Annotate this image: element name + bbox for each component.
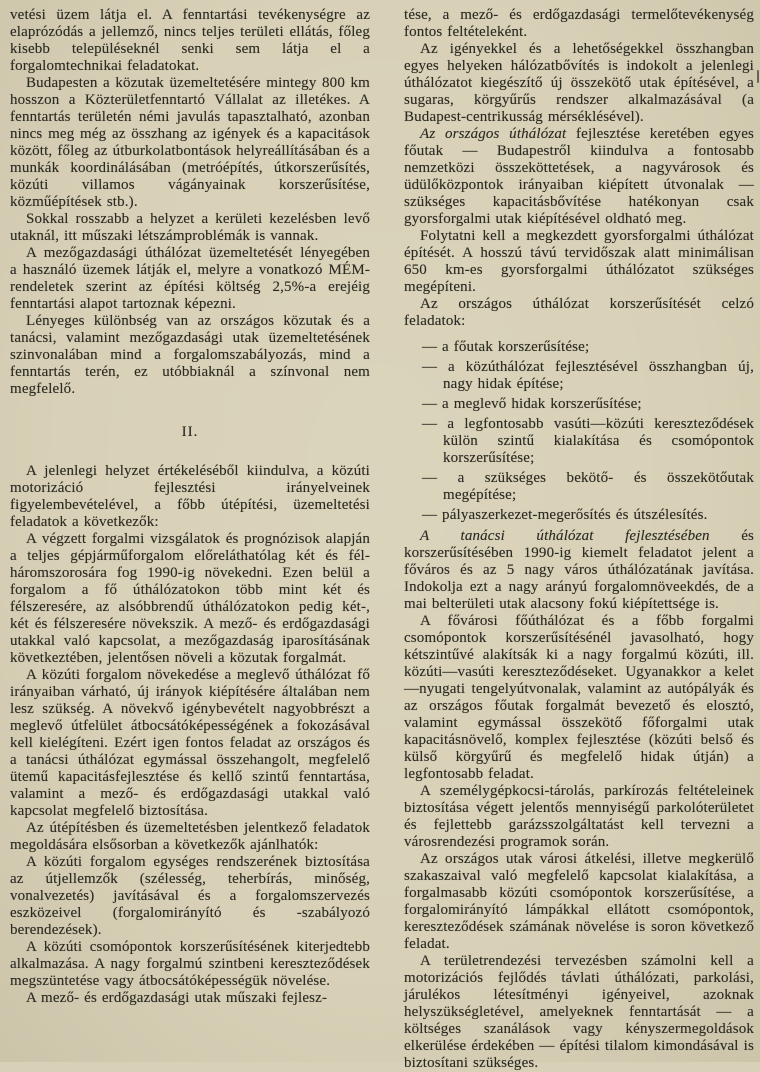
dash-bullet-list — [404, 339, 754, 524]
paragraph-text: fejlesztése keretében egyes főutak — Budapestről kiindulva a fontosabb nemzetközi összeköttetések, a nagyvárosok és üdülőközpontok irányaiban kiépített útvonalak — szükséges kapacitásbővítése hatékonyan csak gyorsforgalmi utak kiépítésével oldható meg. — [404, 126, 754, 227]
list-item: — a meglevő hidak korszerűsítése; — [422, 396, 642, 412]
section-heading: II. — [181, 424, 199, 440]
left-text-column — [10, 7, 370, 1062]
paragraph-text: és korszerűsítésében 1990-ig kiemelt feladatot jelent a főváros és az 5 nagy város úthálózatának javítása. Indokolja ezt a nagy arányú forgalomnöveekdés, de a mai belterületi utak alacsony fokú kiépítettsége is. — [404, 528, 754, 612]
paragraph: A közúti forgalom növekedése a meglevő úthálózat fő irányaiban várható, új irányok kiépítésére általában nem lesz szükség. A növekvő igénybevételt nagyobbrészt a meglevő útfelület átbocsátóképességének a fokozásával kell kielégíteni. Ezért igen fontos feladat az országos és a tanácsi úthálózat egymással összehangolt, megfelelő ütemű kapacitásfejlesztése és kellő szintű fenntartása, valamint a mező- és erdőgazdasági utakkal való kapcsolat megfelelő biztosítása. — [10, 667, 370, 819]
paragraph: A személygépkocsi-tárolás, parkírozás feltételeinek biztosítása végett jelentős mennyiségű parkolóterületet és fejlettebb garázsszolgáltatást kell tervezni a városrendezési programok során. — [404, 783, 754, 850]
list-item: — a legfontosabb vasúti—közúti kereszteződések külön szintű kialakítása és csomópontok korszerűsítése; — [422, 416, 754, 466]
scan-artifact-tick — [757, 70, 759, 83]
paragraph: A mező- és erdőgazdasági utak műszaki fejlesz- — [26, 990, 328, 1006]
list-item: — a főutak korszerűsítése; — [422, 339, 590, 355]
paragraph: Folytatni kell a megkezdett gyorsforgalmi úthálózat építését. A hosszú távú tervidőszak alatt minimálisan 650 km-es gyorsforgalmi úthálózatot szükséges megépíteni. — [404, 228, 754, 295]
paragraph: tése, a mező- és erdőgazdasági termelőtevékenység fontos feltételeként. — [404, 7, 754, 40]
paragraph: vetési üzem látja el. A fenntartási tevékenységre az elaprózódás a jellemző, nincs teljes területi ellátás, főleg kisebb településeknél senki sem látja el a forgalomtechnikai feladatokat. — [10, 7, 370, 74]
paragraph — [404, 528, 754, 613]
paragraph: Budapesten a közutak üzemeltetésére mintegy 800 km hosszon a Közterületfenntartó Vállalat az illetékes. A fenntartás területén némi javulás tapasztalható, azonban nincs meg még az összhang az igények és a kapacitások között, főleg az útburkolatbontások helyreállításában és a munkák koordinálásában (metróépítés, útkorszerűsítés, közúti villamos vágányainak korszerűsítése, közműépítések stb.). — [10, 75, 370, 210]
list-item: — a szükséges bekötő- és összekötőutak megépítése; — [422, 470, 754, 503]
paragraph: A jelenlegi helyzet értékeléséből kiindulva, a közúti motorizáció fejlesztési irányelveinek figyelembevételével, a főbb útépítési, üzemeltetési feladatok a következők: — [10, 463, 370, 530]
italic-lead: A tanácsi úthálózat fejlesztésében — [420, 528, 710, 544]
paragraph: A közúti csomópontok korszerűsítésének kiterjedtebb alkalmazása. A nagy forgalmú szintbeni kereszteződések megszüntetése vagy átbocsátóképességük növelése. — [10, 939, 370, 989]
italic-lead: Az országos úthálózat — [420, 126, 567, 142]
paragraph: A fővárosi főúthálózat és a főbb forgalmi csomópontok korszerűsítésénél javasolható, hogy kétszintűvé alakítsák ki a nagy forgalmú közúti, ill. közúti—vasúti kereszteződéseket. Ugyanakkor a kelet—nyugati tengelyútvonalak, valamint az autópályák és az országos főutak forgalmát bevezető és elosztó, valamint egymással összekötő főforgalmi utak kapacitásnövelő, komplex fejlesztése (közúti belső és külső körgyűrű és megfelelő hidak útján) a legfontosabb feladat. — [404, 613, 754, 782]
paragraph: A mezőgazdasági úthálózat üzemeltetését lényegében a használó üzemek látják el, melyre a vonatkozó MÉM-rendeletek szerint az építési költség 2,5%-a erejéig fenntartási alapot tartoznak képezni. — [10, 245, 370, 312]
paragraph — [404, 126, 754, 228]
paragraph: A területrendezési tervezésben számolni kell a motorizációs fejlődés távlati úthálózati, parkolási, járulékos létesítményi igényeivel, azoknak helyszükségletével, amelyeknek fenntartását — a költséges szanálások vagy kényszermegoldások elkerülése érdekében — építési tilalom kimondásával is biztosítani szükséges. — [404, 953, 754, 1071]
paragraph: A közúti forgalom egységes rendszerének biztosítása az útjellemzők (szélesség, teherbírás, minőség, vonalvezetés) javításával és a forgalomszervezés eszközeivel (forgalomirányító és -szabályozó berendezések). — [10, 854, 370, 938]
list-item: — a közúthálózat fejlesztésével összhangban új, nagy hidak építése; — [422, 359, 754, 392]
paragraph: Az igényekkel és a lehetőségekkel összhangban egyes helyeken hálózatbővítés is indokolt a jelenlegi úthálózatot kiegészítő új összekötő utak építésével, a sugaras, körgyűrűs rendszer alkalmazásával (a Budapest-centrikusság mérséklésével). — [404, 41, 754, 125]
list-item: — pályaszerkezet-megerősítés és útszélesítés. — [422, 507, 708, 523]
paragraph: Az országos úthálózat korszerűsítését celzó feladatok: — [404, 296, 754, 329]
paragraph: Sokkal rosszabb a helyzet a kerületi kezelésben levő utaknál, itt műszaki létszámproblémák is vannak. — [10, 211, 370, 244]
paragraph: A végzett forgalmi vizsgálatok és prognózisok alapján a teljes gépjárműforgalom előreláthatólag két és fél-háromszorosára fog 1990-ig növekedni. Ezen belül a forgalom a fő úthálózatokon több mint két és félszeresére, az alsóbbrendű úthálózatokon pedig két-, két és félszeresére növekszik. A mező- és erdőgazdasági utakkal való kapcsolat, a mezőgazdaság iparosításának következtében, jelentősen növeli a közutak forgalmát. — [10, 531, 370, 666]
paragraph: Az országos utak városi átkelési, illetve megkerülő szakaszaival való megfelelő kapcsolat kialakítása, a forgalmasabb közúti csomópontok korszerűsítése, a forgalomirányító lámpákkal ellátott csomópontok, kereszteződések számának növelése is soron következő feladat. — [404, 851, 754, 952]
right-text-column — [404, 7, 754, 1071]
paragraph: Az útépítésben és üzemeltetésben jelentkező feladatok megoldására elsősorban a következők ajánlhatók: — [10, 820, 370, 853]
paragraph: Lényeges különbség van az országos közutak és a tanácsi, valamint mezőgazdasági utak üzemeltetésének szinvonalában mind a forgalomszabályozás, mind a fenntartás terén, ez utóbbiaknál a színvonal nem megfelelő. — [10, 313, 370, 397]
